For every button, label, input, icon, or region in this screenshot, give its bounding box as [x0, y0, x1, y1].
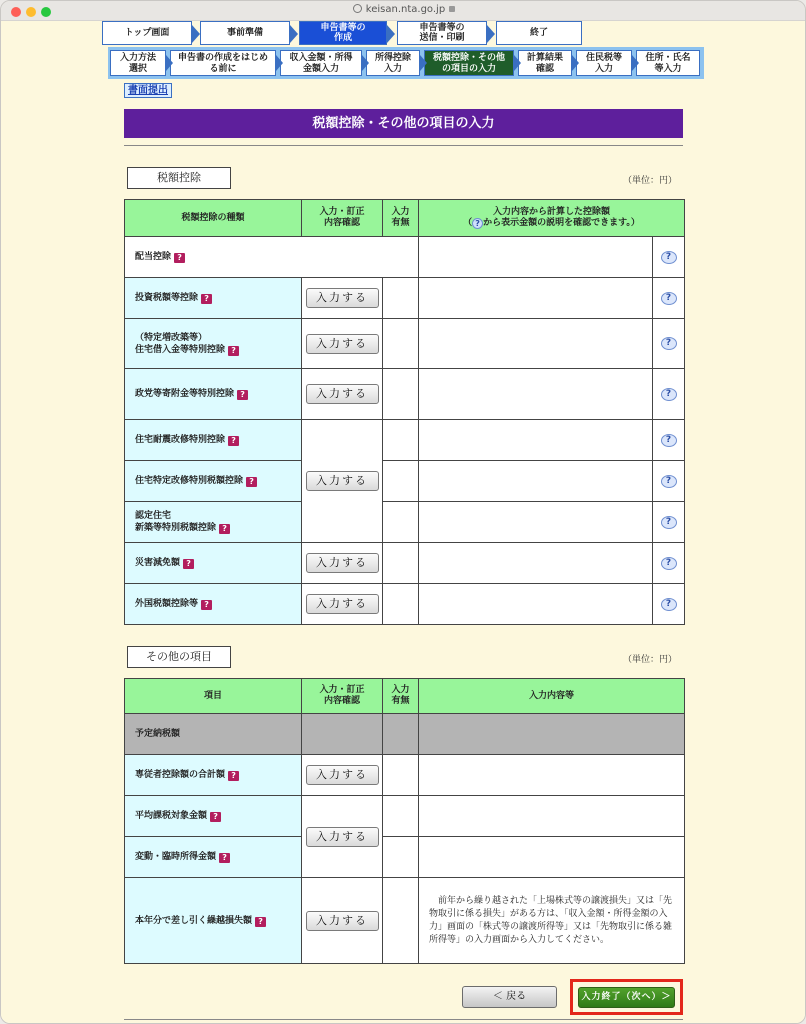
has-input-cell: [383, 278, 419, 319]
header-has-input: [383, 679, 419, 714]
help-cell: [653, 237, 685, 278]
row-label-text: 外国税額控除等: [135, 599, 199, 609]
row-label-text: 投資税額等控除: [135, 293, 199, 303]
help-cell: [653, 461, 685, 502]
table-row: [125, 714, 685, 755]
table-row: [125, 543, 685, 584]
sub-step-before-start: [170, 50, 276, 76]
row-label-seismic-retrofit: [125, 420, 302, 461]
question-mark-icon[interactable]: ?: [174, 253, 185, 263]
content-cell: [419, 755, 685, 796]
content-cell: [419, 714, 685, 755]
row-label-housing-loan-credit: [125, 319, 302, 369]
row-label-loss-carryforward: [125, 878, 302, 964]
step-label: 送信・印刷: [419, 33, 465, 43]
sub-step-label: 入力: [383, 64, 402, 74]
header-calculated-amount: [419, 200, 685, 237]
sub-step-bar: [108, 47, 704, 79]
help-icon[interactable]: ?: [661, 337, 677, 350]
question-mark-icon[interactable]: ?: [201, 600, 212, 610]
content-cell: [419, 878, 685, 964]
sub-step-label: 確認: [535, 64, 554, 74]
help-icon[interactable]: ?: [661, 292, 677, 305]
finish-input-next-button[interactable]: 入力終了（次へ）＞: [578, 987, 675, 1008]
divider: [124, 1019, 683, 1020]
table-row: [125, 584, 685, 625]
has-input-cell: [383, 584, 419, 625]
row-label-disaster-reduction: [125, 543, 302, 584]
table-row: [125, 237, 685, 278]
enter-button-loss-carryforward[interactable]: 入力する: [306, 911, 379, 931]
button-cell: [302, 319, 383, 369]
header-text: 入力内容から計算した控除額: [493, 207, 611, 217]
button-cell: [302, 420, 383, 543]
row-label-text: 変動・臨時所得金額: [135, 852, 217, 862]
next-button-highlight: [570, 979, 683, 1015]
has-input-cell: [383, 796, 419, 837]
step-send-print: [397, 21, 487, 45]
has-input-cell: [383, 369, 419, 420]
sub-step-label: 収入金額・所得: [289, 53, 353, 63]
paper-submission-link[interactable]: 書面提出: [124, 83, 172, 98]
globe-icon: [353, 4, 362, 13]
sub-step-label: 住民税等: [585, 53, 622, 63]
step-label: 申告書等の: [419, 23, 465, 33]
question-mark-icon[interactable]: ?: [228, 771, 239, 781]
table-row: [125, 837, 685, 878]
enter-button-housing-renovation[interactable]: 入力する: [306, 471, 379, 491]
amount-cell: [419, 543, 653, 584]
row-label-text: （特定増改築等）: [135, 332, 208, 343]
row-label-political-donation: [125, 369, 302, 420]
sub-step-income-deduction: [366, 50, 420, 76]
step-label: トップ画面: [124, 28, 170, 38]
page-title: 税額控除・その他の項目の入力: [124, 109, 683, 138]
table-row: [125, 319, 685, 369]
sub-step-input-method: [110, 50, 166, 76]
row-label-certified-housing: [125, 502, 302, 543]
amount-cell: [419, 502, 653, 543]
divider: [124, 145, 683, 146]
amount-cell: [419, 584, 653, 625]
question-mark-icon[interactable]: ?: [183, 559, 194, 569]
header-text: 有無: [391, 696, 410, 706]
help-cell: [653, 543, 685, 584]
button-cell: [302, 714, 383, 755]
step-label: 終了: [529, 28, 548, 38]
sub-step-label: 計算結果: [526, 53, 563, 63]
help-cell: [653, 584, 685, 625]
row-label-text: 住宅特定改修特別税額控除: [135, 476, 244, 486]
help-cell: [653, 369, 685, 420]
header-text: （: [463, 218, 473, 228]
sub-step-label: る前に: [209, 64, 237, 74]
other-items-table: [124, 678, 685, 964]
button-cell: [302, 878, 383, 964]
button-cell: [302, 755, 383, 796]
sub-step-label: 申告書の作成をはじめ: [177, 53, 268, 63]
has-input-cell: [383, 543, 419, 584]
enter-button-foreign-tax[interactable]: 入力する: [306, 594, 379, 614]
has-input-cell: [383, 878, 419, 964]
row-label-text: 平均課税対象金額: [135, 811, 208, 821]
browser-titlebar: [1, 1, 806, 21]
header-item: 項目: [125, 679, 302, 714]
unit-label: （単位：円）: [623, 655, 678, 665]
header-text: 入力: [391, 685, 410, 695]
sub-step-label: 住所・氏名: [645, 53, 691, 63]
sub-step-result-check: [518, 50, 572, 76]
sub-step-label: 税額控除・その他: [432, 53, 505, 63]
header-text: から表示金額の説明を確認できます。）: [483, 218, 640, 228]
header-text: 入力・訂正: [319, 685, 365, 695]
row-label-variable-income: [125, 837, 302, 878]
amount-cell: [419, 420, 653, 461]
help-icon[interactable]: ?: [661, 557, 677, 570]
has-input-cell: [383, 461, 419, 502]
row-label-investment-credit: [125, 278, 302, 319]
help-icon[interactable]: ?: [661, 388, 677, 401]
question-mark-icon[interactable]: ?: [228, 346, 239, 356]
row-label-foreign-tax: [125, 584, 302, 625]
unit-label: （単位：円）: [623, 176, 678, 186]
question-mark-icon[interactable]: ?: [219, 524, 230, 534]
table-row: [125, 420, 685, 461]
help-icon[interactable]: ?: [661, 516, 677, 529]
row-label-text: 住宅借入金等特別控除: [135, 344, 226, 355]
page-content: [1, 21, 806, 1024]
help-cell: [653, 278, 685, 319]
sub-step-income-input: [280, 50, 362, 76]
step-label: 申告書等の: [320, 23, 366, 33]
sub-step-label: 入力方法: [119, 53, 156, 63]
sub-step-tax-credit: [424, 50, 514, 76]
row-label-text: 認定住宅: [135, 511, 172, 521]
help-icon[interactable]: ?: [661, 598, 677, 611]
has-input-cell: [383, 420, 419, 461]
table-row: [125, 369, 685, 420]
has-input-cell: [383, 755, 419, 796]
amount-cell: [419, 278, 653, 319]
other-items-section-label: その他の項目: [127, 646, 231, 668]
table-row: [125, 796, 685, 837]
header-text: 内容確認: [323, 696, 360, 706]
enter-button-political-donation[interactable]: 入力する: [306, 384, 379, 404]
table-row: [125, 878, 685, 964]
table-row: [125, 278, 685, 319]
help-icon[interactable]: ?: [661, 475, 677, 488]
step-finish: [496, 21, 582, 45]
step-preparation: [200, 21, 290, 45]
help-icon[interactable]: ?: [661, 434, 677, 447]
amount-cell: [419, 237, 653, 278]
content-cell: [419, 796, 685, 837]
sub-step-resident-tax: [576, 50, 632, 76]
row-label-specific-renovation: [125, 461, 302, 502]
enter-button-investment-credit[interactable]: 入力する: [306, 288, 379, 308]
table-row: [125, 502, 685, 543]
button-cell: [302, 796, 383, 878]
sub-step-label: 選択: [128, 64, 147, 74]
row-label-text: 政党等寄附金等特別控除: [135, 389, 235, 399]
sub-step-label: 所得控除: [374, 53, 411, 63]
help-cell: [653, 502, 685, 543]
header-text: 有無: [391, 218, 410, 228]
carryover-note: 前年から繰り越された「上場株式等の譲渡損失」又は「先物取引に係る損失」がある方は、「収入金額・所得金額の入力」画面の「株式等の譲渡所得等」又は「先物取引に係る雑所得等」の入力画面から入力してください。: [429, 895, 673, 945]
has-input-cell: [383, 714, 419, 755]
has-input-cell: [383, 837, 419, 878]
table-row: [125, 755, 685, 796]
header-text: 入力: [391, 207, 410, 217]
help-cell: [653, 319, 685, 369]
amount-cell: [419, 319, 653, 369]
enter-button-disaster-reduction[interactable]: 入力する: [306, 553, 379, 573]
table-row: [125, 461, 685, 502]
row-label-dividend-credit: [125, 237, 419, 278]
header-confirm: [302, 679, 383, 714]
back-button[interactable]: ＜ 戻る: [462, 986, 557, 1008]
row-label-text: 配当控除: [135, 252, 172, 262]
step-label: 作成: [333, 33, 352, 43]
button-cell: [302, 369, 383, 420]
step-top-page: [102, 21, 192, 45]
row-label-text: 住宅耐震改修特別控除: [135, 435, 226, 445]
row-label-text: 本年分で差し引く繰越損失額: [135, 915, 253, 926]
amount-cell: [419, 461, 653, 502]
question-mark-icon[interactable]: ?: [246, 477, 257, 487]
content-cell: [419, 837, 685, 878]
url-text: keisan.nta.go.jp: [365, 4, 446, 15]
button-cell: [302, 278, 383, 319]
lock-icon: [449, 6, 455, 12]
button-cell: [302, 543, 383, 584]
question-mark-icon[interactable]: ?: [255, 917, 266, 927]
tax-credit-table: [124, 199, 685, 625]
header-confirm: [302, 200, 383, 237]
header-has-input: [383, 200, 419, 237]
help-icon[interactable]: ?: [661, 251, 677, 264]
enter-button-family-employee[interactable]: 入力する: [306, 765, 379, 785]
sub-step-label: 等入力: [654, 64, 682, 74]
row-label-estimated-tax: 予定納税額: [125, 714, 302, 755]
step-create-return: [299, 21, 387, 45]
header-content: 入力内容等: [419, 679, 685, 714]
sub-step-address-name: [636, 50, 700, 76]
question-mark-icon[interactable]: ?: [219, 853, 230, 863]
question-mark-icon[interactable]: ?: [228, 436, 239, 446]
row-label-text: 新築等特別税額控除: [135, 523, 217, 533]
row-label-text: 専従者控除額の合計額: [135, 770, 226, 780]
help-icon: ?: [472, 218, 483, 229]
sub-step-label: 入力: [594, 64, 613, 74]
question-mark-icon[interactable]: ?: [201, 294, 212, 304]
enter-button-average-taxation[interactable]: 入力する: [306, 827, 379, 847]
button-cell: [302, 584, 383, 625]
sub-step-label: 金額入力: [302, 64, 339, 74]
tax-credit-section-label: 税額控除: [127, 167, 231, 189]
step-label: 事前準備: [226, 28, 263, 38]
amount-cell: [419, 369, 653, 420]
header-text: 入力・訂正: [319, 207, 365, 217]
row-label-family-employee: [125, 755, 302, 796]
question-mark-icon[interactable]: ?: [237, 390, 248, 400]
header-credit-type: 税額控除の種類: [125, 200, 302, 237]
sub-step-label: の項目の入力: [441, 64, 496, 74]
enter-button-housing-loan[interactable]: 入力する: [306, 334, 379, 354]
help-cell: [653, 420, 685, 461]
has-input-cell: [383, 502, 419, 543]
question-mark-icon[interactable]: ?: [210, 812, 221, 822]
header-text: 内容確認: [323, 218, 360, 228]
row-label-text: 災害減免額: [135, 558, 181, 568]
row-label-average-taxation: [125, 796, 302, 837]
address-bar[interactable]: [1, 4, 806, 15]
has-input-cell: [383, 319, 419, 369]
